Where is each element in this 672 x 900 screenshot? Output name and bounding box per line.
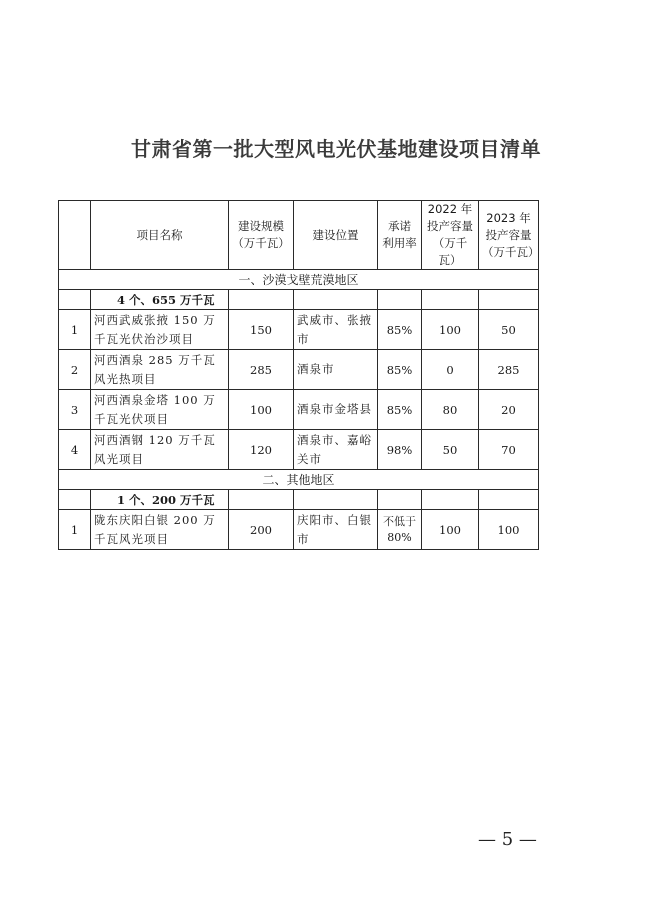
row-cap2023: 20: [479, 390, 539, 430]
header-rate: 承诺 利用率: [378, 201, 422, 270]
row-rate: 不低于80%: [378, 510, 422, 550]
row-rate: 98%: [378, 430, 422, 470]
section-row: [59, 470, 539, 490]
row-name: 河西武威张掖 150 万千瓦光伏治沙项目: [91, 310, 229, 350]
header-name: 项目名称: [91, 201, 229, 270]
table-row: [59, 430, 539, 470]
page-number: — 5 —: [478, 829, 537, 850]
row-name: 河西酒钢 120 万千瓦风光项目: [91, 430, 229, 470]
row-cap2022: 100: [422, 310, 479, 350]
row-scale: 120: [229, 430, 294, 470]
row-scale: 100: [229, 390, 294, 430]
row-rate: 85%: [378, 350, 422, 390]
row-name: 河西酒泉 285 万千瓦风光热项目: [91, 350, 229, 390]
table-header-row: [59, 201, 539, 270]
row-location: 武威市、张掖市: [294, 310, 378, 350]
row-cap2023: 70: [479, 430, 539, 470]
header-index: [59, 201, 91, 270]
row-location: 酒泉市、嘉峪关市: [294, 430, 378, 470]
row-cap2022: 100: [422, 510, 479, 550]
row-cap2022: 80: [422, 390, 479, 430]
row-index: 3: [59, 390, 91, 430]
row-index: 1: [59, 510, 91, 550]
row-cap2023: 50: [479, 310, 539, 350]
row-index: 2: [59, 350, 91, 390]
row-cap2023: 285: [479, 350, 539, 390]
row-location: 酒泉市金塔县: [294, 390, 378, 430]
row-name: 陇东庆阳白银 200 万千瓦风光项目: [91, 510, 229, 550]
header-cap2022: 2022 年 投产容量 （万千瓦）: [422, 201, 479, 270]
row-cap2022: 0: [422, 350, 479, 390]
row-rate: 85%: [378, 390, 422, 430]
table-row: [59, 510, 539, 550]
row-cap2022: 50: [422, 430, 479, 470]
subtotal-row: [59, 290, 539, 310]
subtotal-label: 1 个、200 万千瓦: [91, 490, 229, 510]
header-scale: 建设规模 （万千瓦）: [229, 201, 294, 270]
header-cap2023: 2023 年 投产容量 （万千瓦）: [479, 201, 539, 270]
row-rate: 85%: [378, 310, 422, 350]
header-location: 建设位置: [294, 201, 378, 270]
row-index: 4: [59, 430, 91, 470]
section-row: [59, 270, 539, 290]
table-row: [59, 350, 539, 390]
section-title: 一、沙漠戈壁荒漠地区: [59, 270, 539, 290]
row-location: 酒泉市: [294, 350, 378, 390]
row-scale: 150: [229, 310, 294, 350]
row-name: 河西酒泉金塔 100 万千瓦光伏项目: [91, 390, 229, 430]
subtotal-row: [59, 490, 539, 510]
table-row: [59, 310, 539, 350]
row-location: 庆阳市、白银市: [294, 510, 378, 550]
document-title: 甘肃省第一批大型风电光伏基地建设项目清单: [131, 137, 541, 161]
row-index: 1: [59, 310, 91, 350]
row-scale: 200: [229, 510, 294, 550]
table-row: [59, 390, 539, 430]
row-scale: 285: [229, 350, 294, 390]
project-table: [58, 200, 539, 550]
subtotal-label: 4 个、655 万千瓦: [91, 290, 229, 310]
section-title: 二、其他地区: [59, 470, 539, 490]
row-cap2023: 100: [479, 510, 539, 550]
